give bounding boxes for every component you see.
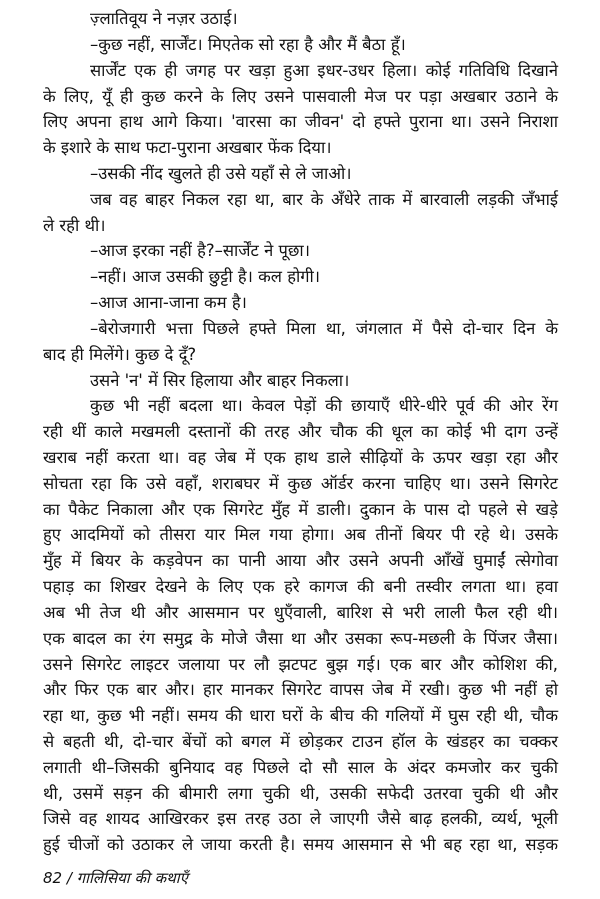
- text-line: ले रही थी।: [43, 215, 106, 235]
- text-line: एक बादल का रंग समुद्र के मोजे जैसा था और उसका रूप-मछली के पिंजर जैसा।: [43, 628, 558, 648]
- text-line: उसने 'न' में सिर हिलाया और बाहर निकला।: [90, 370, 350, 390]
- text-line: जब वह बाहर निकल रहा था, बार के अँधेरे ताक में बारवाली लड़की जँभाई: [90, 189, 558, 209]
- text-line: –कुछ नहीं, सार्जेंट। मिएतेक सो रहा है और मैं बैठा हूँ।: [90, 34, 406, 54]
- text-line: –आज आना-जाना कम है।: [90, 293, 247, 312]
- text-line: रहा था, कुछ भी नहीं। समय की धारा घरों के बीच की गलियों में घुस रही थी, चौक: [43, 706, 558, 726]
- page-footer: 82 / गालिसिया की कथाएँ: [43, 869, 188, 887]
- text-line: जिसे वह शायद आखिरकर इस तरह उठा ले जाएगी जैसे बाढ़ हलकी, व्यर्थ, भूली: [43, 809, 558, 829]
- text-line: –नहीं। आज उसकी छुट्टी है। कल होगी।: [90, 267, 321, 287]
- text-line: पहाड़ का शिखर देखने के लिए एक हरे कागज की बनी तस्वीर लगता था। हवा: [43, 577, 558, 596]
- text-line: कुछ भी नहीं बदला था। केवल पेड़ों की छायाएँ धीरे-धीरे पूर्व की ओर रेंग: [90, 396, 558, 416]
- text-line: हुए आदमियों को तीसरा यार मिल गया होगा। अब तीनों बियर पी रहे थे। उसके: [43, 525, 558, 545]
- text-line: थी, उसमें सड़न की बीमारी लगा चुकी थी, उसकी सफेदी उतरवा चुकी थी और: [43, 783, 558, 803]
- text-line: –बेरोजगारी भत्ता पिछले हफ्ते मिला था, जंगलात में पैसे दो-चार दिन के: [90, 318, 558, 338]
- text-line: लिए अपना हाथ आगे किया। 'वारसा का जीवन' दो हफ्ते पुराना था। उसने निराशा: [43, 112, 558, 132]
- text-line: और फिर एक बार और। हार मानकर सिगरेट वापस जेब में रखी। कुछ भी नहीं हो: [43, 680, 558, 700]
- text-line: हुई चीजों को उठाकर ले जाया करती है। समय आसमान से भी बह रहा था, सड़क: [43, 835, 558, 855]
- text-line: के लिए, यूँ ही कुछ करने के लिए उसने पासवाली मेज पर पड़ा अखबार उठाने के: [43, 86, 558, 106]
- text-line: उसने सिगरेट लाइटर जलाया पर लौ झटपट बुझ गई। एक बार और कोशिश की,: [43, 654, 558, 674]
- text-line: –उसकी नींद खुलते ही उसे यहाँ से ले जाओ।: [90, 163, 352, 183]
- text-line: बाद ही मिलेंगे। कुछ दे दूँ?: [43, 344, 197, 364]
- text-line: खराब नहीं करता था। वह जेब में एक हाथ डाले सीढ़ियों के ऊपर खड़ा रहा और: [43, 447, 558, 467]
- text-line: का पैकेट निकाला और एक सिगरेट मुँह में डाली। दुकान के पास दो पहले से खड़े: [43, 499, 558, 519]
- text-line: सार्जेंट एक ही जगह पर खड़ा हुआ इधर-उधर हिला। कोई गतिविधि दिखाने: [90, 60, 558, 80]
- text-line: मुँह में बियर के कड़वेपन का पानी आया और उसने अपनी आँखें घुमाईं त्सेगोवा: [43, 551, 558, 571]
- text-line: से बहती थी, दो-चार बेंचों को बगल में छोड़कर टाउन हॉल के खंडहर का चक्कर: [43, 731, 558, 751]
- text-line: लगाती थी–जिसकी बुनियाद वह पिछले दो सौ साल के अंदर कमजोर कर चुकी: [43, 757, 558, 777]
- text-line: के इशारे के साथ फटा-पुराना अखबार फेंक दिया।: [43, 138, 332, 158]
- text-line: ज़्लातिवूय ने नज़र उठाई।: [90, 9, 238, 28]
- text-line: अब भी तेज थी और आसमान पर धुएँवाली, बारिश से भरी लाली फैल रही थी।: [43, 602, 558, 622]
- text-line: –आज इरका नहीं है?–सार्जेंट ने पूछा।: [90, 241, 310, 261]
- text-line: सोचता रहा कि उसे वहाँ, शराबघर में कुछ ऑर्डर करना चाहिए था। उसने सिगरेट: [43, 473, 558, 493]
- text-line: रही थीं काले मखमली दस्तानों की तरह और चौक की धूल का कोई भी दाग उन्हें: [43, 422, 558, 442]
